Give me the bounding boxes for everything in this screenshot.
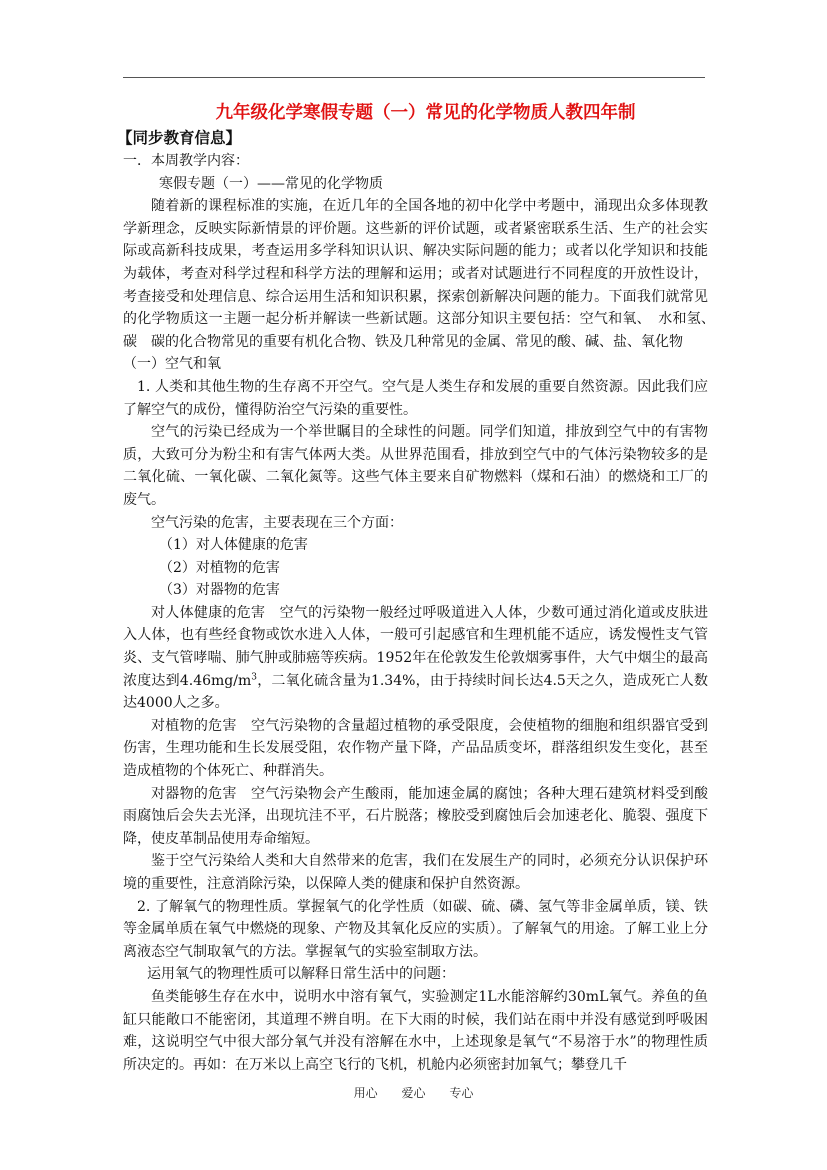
paragraph: 鉴于空气污染给人类和大自然带来的危害，我们在发展生产的同时，必须充分认识保护环境的重要性，注意消除污染，以保障人类的健康和保护自然资源。	[123, 853, 708, 892]
page-footer	[0, 1084, 827, 1101]
paragraph: 寒假专题（一）——常见的化学物质	[159, 175, 383, 192]
paragraph: 空气的污染已经成为一个举世瞩目的全球性的问题。同学们知道，排放到空气中的有害物质，大致可分为粉尘和有害气体两大类。从世界范围看，排放到空气中的气体污染物较多的是二氧化硫、一氧化碳、二氧化氮等。这些气体主要来自矿物燃料（煤和石油）的燃烧和工厂的废气。	[123, 424, 708, 508]
document-title: 九年级化学寒假专题（一）常见的化学物质人教四年制	[215, 103, 636, 123]
paragraph: 随着新的课程标准的实施，在近几年的全国各地的初中化学中考题中，涌现出众多体现教学新理念，反映实际新情景的评价题。这些新的评价试题，或者紧密联系生活、生产的社会实际或高新科技成果，考查运用多学科知识认识、解决实际问题的能力；或者以化学知识和技能为载体，考查对科学过程和科学方法的理解和运用；或者对试题进行不同程度的开放性设计，考查接受和处理信息、综合运用生活和知识积累，探索创新解决问题的能力。下面我们就常见的化学物质这一主题一起分析并解读一些新试题。这部分知识主要包括：空气和氧、 水和氢、 碳 碳的化合物常见的重要有机化合物、铁及几种常见的金属、常见的酸、碱、盐、氧化物	[123, 198, 722, 350]
footer-item: 专心	[449, 1086, 474, 1100]
paragraph-text: ，二氧化硫含量为1.34%，由于持续时间长达4.5天之久，造成死亡人数达4000人之多。	[123, 672, 708, 712]
paragraph: 空气污染的危害，主要表现在三个方面：	[151, 514, 403, 531]
paragraph: 对器物的危害 空气污染物会产生酸雨，能加速金属的腐蚀；各种大理石建筑材料受到酸雨腐蚀后会失去光泽，出现坑洼不平，石片脱落；橡胶受到腐蚀后会加速老化、脆裂、强度下降，使皮革制品使用寿命缩短。	[123, 785, 708, 847]
subsection-heading: （一）空气和氧	[123, 356, 221, 373]
paragraph: 运用氧气的物理性质可以解释日常生活中的问题：	[147, 966, 455, 983]
section-heading: 【同步教育信息】	[117, 128, 242, 147]
paragraph: 一．本周教学内容：	[123, 153, 249, 169]
footer-item: 爱心	[401, 1086, 426, 1100]
footer-item: 用心	[353, 1086, 378, 1100]
list-item: （1）对人体健康的危害	[159, 537, 308, 554]
paragraph-text: 对人体健康的危害 空气的污染物一般经过呼吸道进入人体，少数可通过消化道或皮肤进入人体，也有些经食物或饮水进入人体，一般可引起感官和生理机能不适应，诱发慢性支气管炎、支气管哮喘、肺气肿或肺癌等疾病。1952年在伦敦发生伦敦烟雾事件，大气中烟尘的最高浓度达到4.46mg/m	[123, 604, 708, 689]
paragraph	[123, 602, 708, 715]
paragraph: 对植物的危害 空气污染物的含量超过植物的承受限度，会使植物的细胞和组织器官受到伤害，生理功能和生长发展受阻，农作物产量下降，产品品质变坏，群落组织发生变化，甚至造成植物的个体死亡、种群消失。	[123, 717, 708, 780]
list-item: （2）对植物的危害	[159, 559, 280, 576]
document-body	[117, 100, 722, 1076]
list-item: （3）对器物的危害	[159, 582, 280, 599]
superscript: 3	[251, 672, 257, 682]
paragraph: 2. 了解氧气的物理性质。掌握氧气的化学性质（如碳、硫、磷、氢气等非金属单质，镁、铁等金属单质在氧气中燃烧的现象、产物及其氧化反应的实质）。了解氧气的用途。了解工业上分离液态空气制取氧气的方法。掌握氧气的实验室制取方法。	[123, 898, 708, 960]
header-rule	[123, 77, 705, 78]
paragraph: 鱼类能够生存在水中，说明水中溶有氧气，实验测定1L水能溶解约30mL氧气。养鱼的鱼缸只能敞口不能密闭，其道理不辨自明。在下大雨的时候，我们站在雨中并没有感觉到呼吸困难，这说明空气中很大部分氧气并没有溶解在水中，上述现象是氧气“不易溶于水”的物理性质所决定的。再如：在万米以上高空飞行的飞机，机舱内必须密封加氧气；攀登几千	[123, 988, 708, 1073]
paragraph: 1. 人类和其他生物的生存离不开空气。空气是人类生存和发展的重要自然资源。因此我们应了解空气的成份，懂得防治空气污染的重要性。	[123, 378, 708, 418]
